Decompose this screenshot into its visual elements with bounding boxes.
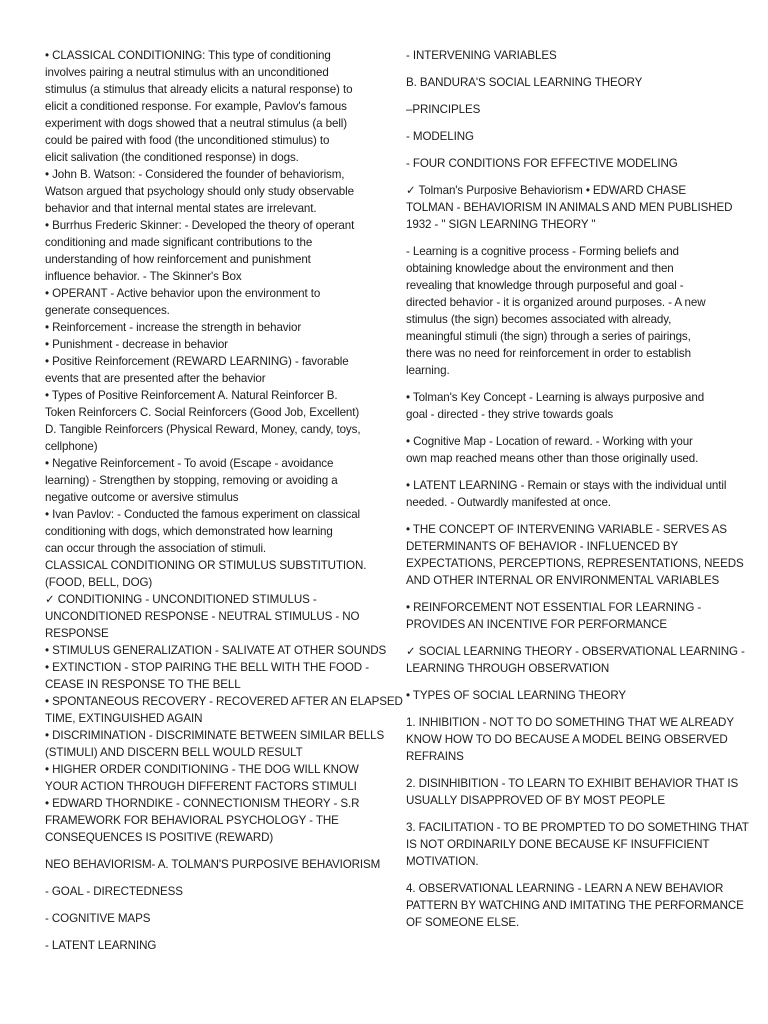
- text-line: CONSEQUENCES IS POSITIVE (REWARD): [45, 831, 274, 844]
- text-line: could be paired with food (the unconditioned stimulus) to: [45, 134, 330, 147]
- text-line: events that are presented after the behavior: [45, 372, 266, 385]
- text-line: • SPONTANEOUS RECOVERY - RECOVERED AFTER AN ELAPSED: [45, 695, 403, 708]
- text-line: • Reinforcement - increase the strength in behavior: [45, 321, 302, 334]
- text-line: YOUR ACTION THROUGH DIFFERENT FACTORS STIMULI: [45, 780, 357, 793]
- text-line: • Tolman's Key Concept - Learning is always purposive and: [406, 391, 705, 404]
- text-line: elicit a conditioned response. For example, Pavlov's famous: [45, 100, 347, 113]
- paragraph-gap: [406, 91, 724, 101]
- text-line: Watson argued that psychology should only study observable: [45, 185, 354, 198]
- text-line: there was no need for reinforcement in order to establish: [406, 347, 691, 360]
- text-line: cellphone): [45, 440, 98, 453]
- text-line: own map reached means other than those originally used.: [406, 452, 699, 465]
- text-line: RESPONSE: [45, 627, 109, 640]
- text-line: • Negative Reinforcement - To avoid (Escape - avoidance: [45, 457, 334, 470]
- right-paragraph: [406, 128, 724, 145]
- right-paragraph: [406, 433, 724, 467]
- paragraph-gap: [406, 233, 724, 243]
- right-paragraph: [406, 182, 733, 233]
- text-line: conditioning with dogs, which demonstrated how learning: [45, 525, 333, 538]
- left-paragraph: [45, 47, 403, 846]
- text-line: TOLMAN - BEHAVIORISM IN ANIMALS AND MEN PUBLISHED: [406, 201, 733, 214]
- paragraph-gap: [406, 589, 724, 599]
- text-line: CLASSICAL CONDITIONING OR STIMULUS SUBSTITUTION.: [45, 559, 367, 572]
- right-paragraph: [406, 714, 734, 765]
- text-line: NEO BEHAVIORISM- A. TOLMAN'S PURPOSIVE BEHAVIORISM: [45, 858, 381, 871]
- text-line: - COGNITIVE MAPS: [45, 912, 151, 925]
- paragraph-gap: [406, 511, 724, 521]
- text-line: CEASE IN RESPONSE TO THE BELL: [45, 678, 241, 691]
- text-line: (FOOD, BELL, DOG): [45, 576, 153, 589]
- text-line: • HIGHER ORDER CONDITIONING - THE DOG WILL KNOW: [45, 763, 359, 776]
- text-line: DETERMINANTS OF BEHAVIOR - INFLUENCED BY: [406, 540, 679, 553]
- text-line: KNOW HOW TO DO BECAUSE A MODEL BEING OBSERVED: [406, 733, 728, 746]
- text-line: OF SOMEONE ELSE.: [406, 916, 520, 929]
- text-line: D. Tangible Reinforcers (Physical Reward, Money, candy, toys,: [45, 423, 361, 436]
- text-line: • John B. Watson: - Considered the founder of behaviorism,: [45, 168, 345, 181]
- text-line: • Positive Reinforcement (REWARD LEARNING) - favorable: [45, 355, 349, 368]
- left-paragraph: [45, 937, 365, 954]
- right-paragraph: [406, 477, 727, 511]
- text-line: PATTERN BY WATCHING AND IMITATING THE PERFORMANCE: [406, 899, 744, 912]
- text-line: • EXTINCTION - STOP PAIRING THE BELL WITH THE FOOD -: [45, 661, 369, 674]
- text-line: • THE CONCEPT OF INTERVENING VARIABLE - SERVES AS: [406, 523, 727, 536]
- text-line: - FOUR CONDITIONS FOR EFFECTIVE MODELING: [406, 157, 678, 170]
- right-paragraph: [406, 880, 744, 931]
- right-paragraph: [406, 687, 724, 704]
- text-line: • OPERANT - Active behavior upon the environment to: [45, 287, 321, 300]
- text-line: learning.: [406, 364, 450, 377]
- right-paragraph: [406, 47, 724, 64]
- right-paragraph: [406, 101, 724, 118]
- paragraph-gap: [406, 467, 724, 477]
- text-line: • STIMULUS GENERALIZATION - SALIVATE AT OTHER SOUNDS: [45, 644, 387, 657]
- text-line: - GOAL - DIRECTEDNESS: [45, 885, 183, 898]
- text-line: • TYPES OF SOCIAL LEARNING THEORY: [406, 689, 627, 702]
- text-line: ✓ CONDITIONING - UNCONDITIONED STIMULUS -: [45, 593, 317, 606]
- text-line: REFRAINS: [406, 750, 464, 763]
- paragraph-gap: [406, 809, 724, 819]
- text-line: stimulus (the sign) becomes associated with already,: [406, 313, 672, 326]
- text-line: • CLASSICAL CONDITIONING: This type of conditioning: [45, 49, 331, 62]
- text-line: • Types of Positive Reinforcement A. Natural Reinforcer B.: [45, 389, 338, 402]
- text-line: involves pairing a neutral stimulus with an unconditioned: [45, 66, 329, 79]
- right-paragraph: [406, 243, 724, 379]
- text-line: elicit salivation (the conditioned response) in dogs.: [45, 151, 299, 164]
- text-line: • REINFORCEMENT NOT ESSENTIAL FOR LEARNING -: [406, 601, 702, 614]
- text-line: influence behavior. - The Skinner's Box: [45, 270, 242, 283]
- text-line: ✓ SOCIAL LEARNING THEORY - OBSERVATIONAL LEARNING -: [406, 645, 745, 658]
- text-line: 1932 - " SIGN LEARNING THEORY ": [406, 218, 596, 231]
- right-paragraph: [406, 819, 749, 870]
- text-line: IS NOT ORDINARILY DONE BECAUSE KF INSUFFICIENT: [406, 838, 710, 851]
- text-line: ✓ Tolman's Purposive Behaviorism • EDWARD CHASE: [406, 184, 686, 197]
- text-line: USUALLY DISAPPROVED OF BY MOST PEOPLE: [406, 794, 665, 807]
- paragraph-gap: [406, 172, 724, 182]
- text-line: LEARNING THROUGH OBSERVATION: [406, 662, 610, 675]
- text-line: behavior and that internal mental states are irrelevant.: [45, 202, 317, 215]
- text-line: learning) - Strengthen by stopping, removing or avoiding a: [45, 474, 338, 487]
- text-line: goal - directed - they strive towards goals: [406, 408, 614, 421]
- text-line: MOTIVATION.: [406, 855, 479, 868]
- text-line: • LATENT LEARNING - Remain or stays with the individual until: [406, 479, 727, 492]
- paragraph-gap: [45, 873, 365, 883]
- text-line: negative outcome or aversive stimulus: [45, 491, 239, 504]
- text-line: directed behavior - it is organized around purposes. - A new: [406, 296, 706, 309]
- right-paragraph: [406, 74, 724, 91]
- text-line: • EDWARD THORNDIKE - CONNECTIONISM THEORY - S.R: [45, 797, 360, 810]
- paragraph-gap: [45, 927, 365, 937]
- right-paragraph: [406, 389, 724, 423]
- text-line: 4. OBSERVATIONAL LEARNING - LEARN A NEW BEHAVIOR: [406, 882, 724, 895]
- text-line: revealing that knowledge through purposeful and goal -: [406, 279, 684, 292]
- text-line: • Burrhus Frederic Skinner: - Developed the theory of operant: [45, 219, 355, 232]
- left-column: [45, 47, 403, 954]
- text-line: stimulus (a stimulus that already elicits a natural response) to: [45, 83, 353, 96]
- text-line: FRAMEWORK FOR BEHAVIORAL PSYCHOLOGY - THE: [45, 814, 339, 827]
- text-line: PROVIDES AN INCENTIVE FOR PERFORMANCE: [406, 618, 668, 631]
- text-line: (STIMULI) AND DISCERN BELL WOULD RESULT: [45, 746, 303, 759]
- paragraph-gap: [406, 145, 724, 155]
- text-line: • Punishment - decrease in behavior: [45, 338, 228, 351]
- text-line: understanding of how reinforcement and punishment: [45, 253, 311, 266]
- right-paragraph: [406, 643, 745, 677]
- text-line: –PRINCIPLES: [406, 103, 481, 116]
- text-line: - INTERVENING VARIABLES: [406, 49, 557, 62]
- text-line: Token Reinforcers C. Social Reinforcers (Good Job, Excellent): [45, 406, 360, 419]
- paragraph-gap: [406, 64, 724, 74]
- paragraph-gap: [406, 423, 724, 433]
- right-paragraph: [406, 775, 739, 809]
- text-line: • Cognitive Map - Location of reward. - Working with your: [406, 435, 693, 448]
- text-line: obtaining knowledge about the environment and then: [406, 262, 674, 275]
- left-paragraph: [45, 883, 365, 900]
- right-paragraph: [406, 599, 724, 633]
- text-line: conditioning and made significant contributions to the: [45, 236, 313, 249]
- text-line: • Ivan Pavlov: - Conducted the famous experiment on classical: [45, 508, 361, 521]
- paragraph-gap: [406, 765, 724, 775]
- paragraph-gap: [406, 633, 724, 643]
- right-paragraph: [406, 155, 724, 172]
- text-line: - LATENT LEARNING: [45, 939, 157, 952]
- text-line: generate consequences.: [45, 304, 170, 317]
- text-line: 1. INHIBITION - NOT TO DO SOMETHING THAT WE ALREADY: [406, 716, 734, 729]
- paragraph-gap: [406, 704, 724, 714]
- text-line: EXPECTATIONS, PERCEPTIONS, REPRESENTATIONS, NEEDS: [406, 557, 744, 570]
- right-column: [406, 47, 749, 931]
- text-line: needed. - Outwardly manifested at once.: [406, 496, 611, 509]
- text-line: TIME, EXTINGUISHED AGAIN: [45, 712, 203, 725]
- paragraph-gap: [45, 900, 365, 910]
- text-line: - Learning is a cognitive process - Forming beliefs and: [406, 245, 679, 258]
- text-line: experiment with dogs showed that a neutral stimulus (a bell): [45, 117, 348, 130]
- left-paragraph: [45, 856, 381, 873]
- text-line: AND OTHER INTERNAL OR ENVIRONMENTAL VARIABLES: [406, 574, 720, 587]
- paragraph-gap: [406, 677, 724, 687]
- text-line: meaningful stimuli (the sign) through a series of pairings,: [406, 330, 691, 343]
- paragraph-gap: [406, 379, 724, 389]
- paragraph-gap: [406, 118, 724, 128]
- left-paragraph: [45, 910, 365, 927]
- right-paragraph: [406, 521, 744, 589]
- text-line: can occur through the association of stimuli.: [45, 542, 267, 555]
- text-line: 2. DISINHIBITION - TO LEARN TO EXHIBIT BEHAVIOR THAT IS: [406, 777, 739, 790]
- text-line: B. BANDURA'S SOCIAL LEARNING THEORY: [406, 76, 643, 89]
- text-line: UNCONDITIONED RESPONSE - NEUTRAL STIMULUS - NO: [45, 610, 360, 623]
- text-line: 3. FACILITATION - TO BE PROMPTED TO DO SOMETHING THAT: [406, 821, 749, 834]
- text-line: - MODELING: [406, 130, 474, 143]
- text-line: • DISCRIMINATION - DISCRIMINATE BETWEEN SIMILAR BELLS: [45, 729, 385, 742]
- paragraph-gap: [406, 870, 724, 880]
- paragraph-gap: [45, 846, 365, 856]
